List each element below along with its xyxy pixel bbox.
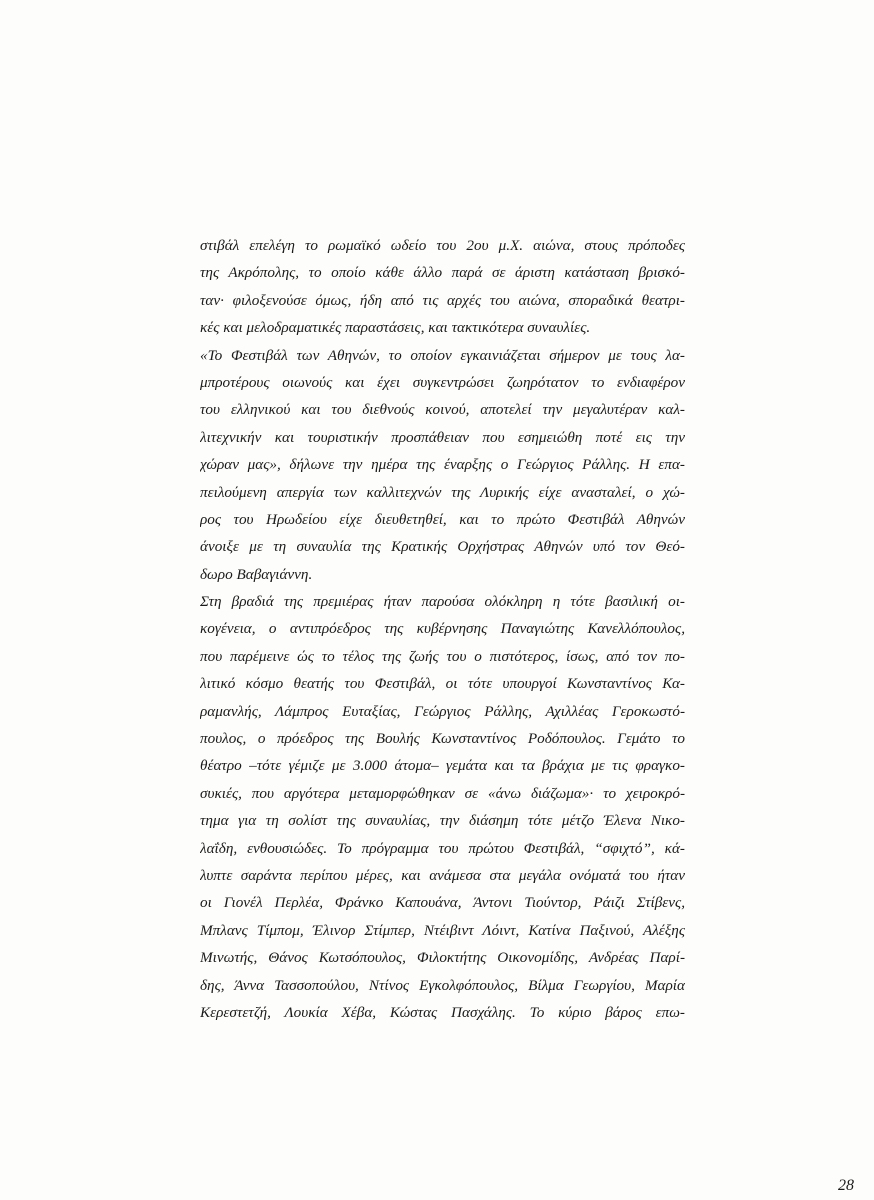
text-line: μπροτέρους οιωνούς και έχει συγκεντρώσει ζωηρότατον το ενδιαφέρον	[200, 373, 685, 391]
text-line: ταν· φιλοξενούσε όμως, ήδη από τις αρχές του αιώνα, σποραδικά θεατρι-	[200, 291, 685, 309]
body-text	[200, 232, 685, 1026]
text-line: λαΐδη, ενθουσιώδες. Το πρόγραμμα του πρώτου Φεστιβάλ, “σφιχτό”, κά-	[200, 839, 685, 857]
text-line: άνοιξε με τη συναυλία της Κρατικής Ορχήστρας Αθηνών υπό τον Θεό-	[200, 538, 685, 556]
text-line: λυπτε σαράντα περίπου μέρες, και ανάμεσα στα μεγάλα ονόματά του ήταν	[200, 866, 685, 884]
page-number: 28	[838, 1177, 854, 1194]
text-line: συκιές, που αργότερα μεταμορφώθηκαν σε «άνω διάζωμα»· το χειροκρό-	[200, 784, 685, 802]
text-line: δης, Άννα Τασσοπούλου, Ντίνος Εγκολφόπουλος, Βίλμα Γεωργίου, Μαρία	[200, 976, 685, 994]
text-line: του ελληνικού και του διεθνούς κοινού, αποτελεί την μεγαλυτέραν καλ-	[200, 401, 685, 419]
text-line: Κερεστετζή, Λουκία Χέβα, Κώστας Πασχάλης. Το κύριο βάρος επω-	[200, 1003, 685, 1021]
text-line: της Ακρόπολης, το οποίο κάθε άλλο παρά σε άριστη κατάσταση βρισκό-	[200, 264, 685, 282]
text-line: δωρο Βαβαγιάννη.	[200, 565, 313, 583]
text-line: τημα για τη σολίστ της συναυλίας, την διάσημη τότε μέτζο Έλενα Νικο-	[200, 812, 685, 830]
text-line: στιβάλ επελέγη το ρωμαϊκό ωδείο του 2ου μ.Χ. αιώνα, στους πρόποδες	[200, 237, 685, 254]
text-line: που παρέμεινε ώς το τέλος της ζωής του ο πιστότερος, ίσως, από τον πο-	[200, 647, 685, 665]
text-line: οι Γιονέλ Περλέα, Φράνκο Καπουάνα, Άντονι Τιούντορ, Ράιζι Στίβενς,	[200, 894, 685, 912]
text-line: Μινωτής, Θάνος Κωτσόπουλος, Φιλοκτήτης Οικονομίδης, Ανδρέας Παρί-	[200, 949, 685, 967]
text-line: πειλούμενη απεργία των καλλιτεχνών της Λυρικής είχε ανασταλεί, ο χώ-	[200, 483, 685, 501]
text-line: λιτικό κόσμο θεατής του Φεστιβάλ, οι τότε υπουργοί Κωνσταντίνος Κα-	[200, 675, 685, 693]
text-line: λιτεχνικήν και τουριστικήν προσπάθειαν που εσημειώθη ποτέ εις την	[200, 428, 685, 446]
text-line: ραμανλής, Λάμπρος Ευταξίας, Γεώργιος Ράλλης, Αχιλλέας Γεροκωστό-	[200, 702, 685, 720]
text-line: πουλος, ο πρόεδρος της Βουλής Κωνσταντίνος Ροδόπουλος. Γεμάτο το	[200, 730, 685, 748]
text-line: θέατρο –τότε γέμιζε με 3.000 άτομα– γεμάτα και τα βράχια με τις φραγκο-	[200, 757, 685, 775]
text-line: κές και μελοδραματικές παραστάσεις, και τακτικότερα συναυλίες.	[200, 319, 591, 337]
text-line: χώραν μας», δήλωνε την ημέρα της έναρξης ο Γεώργιος Ράλλης. Η επα-	[200, 456, 685, 474]
text-line: Στη βραδιά της πρεμιέρας ήταν παρούσα ολόκληρη η τότε βασιλική οι-	[200, 593, 685, 611]
text-line: ρος του Ηρωδείου είχε διευθετηθεί, και το πρώτο Φεστιβάλ Αθηνών	[200, 510, 685, 528]
text-line: «Το Φεστιβάλ των Αθηνών, το οποίον εγκαινιάζεται σήμερον με τους λα-	[200, 346, 685, 364]
text-line: κογένεια, ο αντιπρόεδρος της κυβέρνησης Παναγιώτης Κανελλόπουλος,	[200, 620, 685, 638]
text-line: Μπλανς Τίμπομ, Έλινορ Στίμπερ, Ντέιβιντ Λόιντ, Κατίνα Παξινού, Αλέξης	[200, 921, 685, 939]
